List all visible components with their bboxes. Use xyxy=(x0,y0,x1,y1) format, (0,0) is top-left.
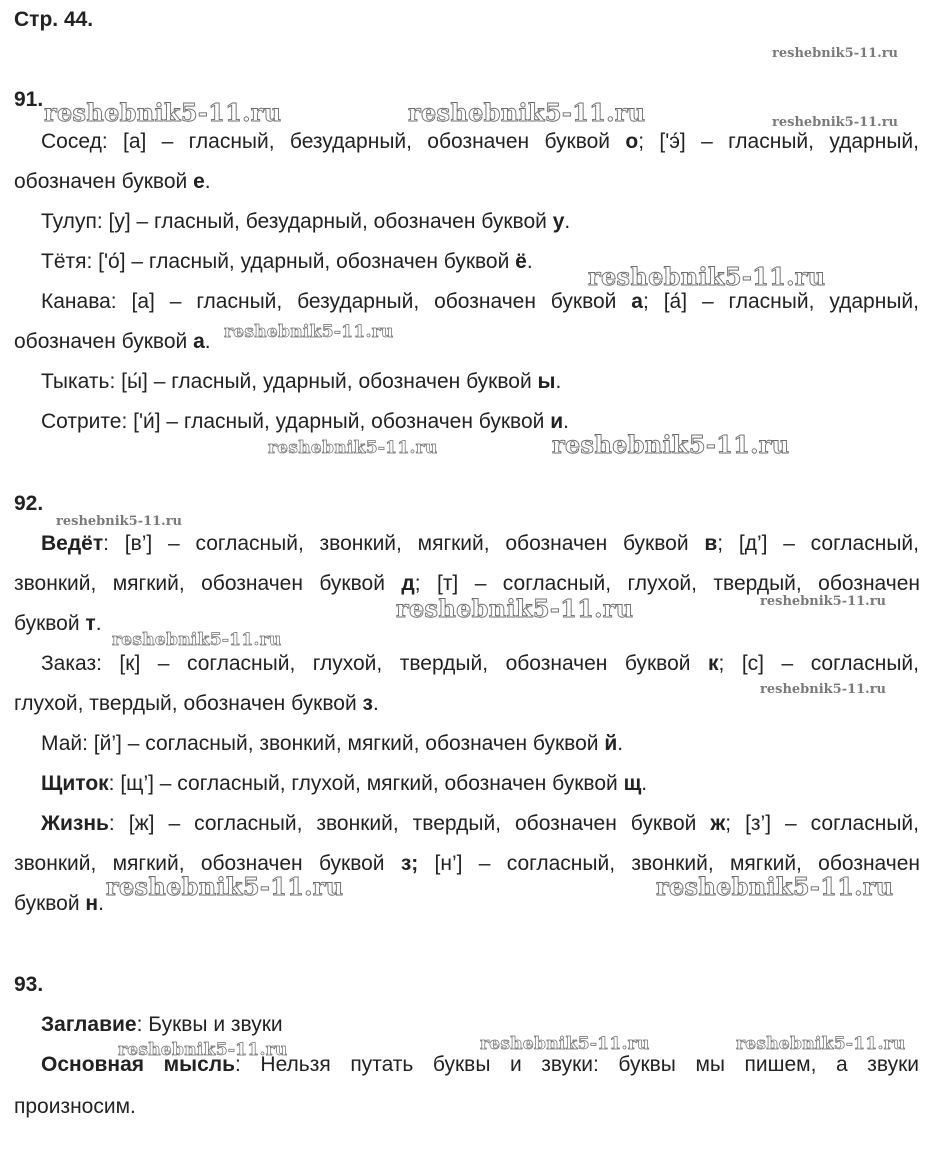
ex93-idea-cont: произносим. xyxy=(14,1095,136,1118)
ex92-line-may: Май: [й’] – согласный, звонкий, мягкий, обозначен буквой й. xyxy=(41,732,624,755)
ex92-line-vedet: Ведёт: [в’] – согласный, звонкий, мягкий, обозначен буквой в; [д’] – согласный, xyxy=(41,532,919,555)
ex93-idea-line: Основная мысль: Нельзя путать буквы и звуки: буквы мы пишем, а звуки xyxy=(41,1053,919,1076)
watermark: reshebnik5-11.ru xyxy=(44,98,282,127)
ex91-line-tetya: Тётя: [ʹо́] – гласный, ударный, обозначен буквой ё. xyxy=(41,250,533,273)
ex91-line-sotrite: Сотрите: [ʹи́] – гласный, ударный, обозначен буквой и. xyxy=(41,410,569,433)
watermark: reshebnik5-11.ru xyxy=(480,1034,650,1054)
ex92-line-zhizn-cont: звонкий, мягкий, обозначен буквой з; [н’] – согласный, звонкий, мягкий, обозначен xyxy=(14,852,920,875)
watermark: reshebnik5-11.ru xyxy=(552,430,790,459)
watermark: reshebnik5-11.ru xyxy=(760,682,887,697)
ex92-line-zhizn-end: буквой н. xyxy=(14,892,104,915)
exercise-92-number: 92. xyxy=(14,492,44,515)
watermark: reshebnik5-11.ru xyxy=(772,115,899,130)
exercise-93-number: 93. xyxy=(14,973,44,996)
ex92-line-zakaz: Заказ: [к] – согласный, глухой, твердый, обозначен буквой к; [с] – согласный, xyxy=(41,652,919,675)
ex91-line-tykat: Тыкать: [ы́] – гласный, ударный, обозначен буквой ы. xyxy=(41,370,562,393)
ex92-line-vedet-end: буквой т. xyxy=(14,612,102,635)
watermark: reshebnik5-11.ru xyxy=(736,1034,906,1054)
watermark: reshebnik5-11.ru xyxy=(224,322,394,342)
ex93-title-line: Заглавие: Буквы и звуки xyxy=(41,1013,283,1036)
watermark: reshebnik5-11.ru xyxy=(56,514,183,529)
watermark: reshebnik5-11.ru xyxy=(396,594,634,623)
ex91-line-sosed-cont: обозначен буквой е. xyxy=(14,170,211,193)
watermark: reshebnik5-11.ru xyxy=(588,262,826,291)
ex92-line-shchitok: Щиток: [щ’] – согласный, глухой, мягкий, обозначен буквой щ. xyxy=(41,772,648,795)
exercise-91-number: 91. xyxy=(14,88,44,111)
ex91-line-sosed: Сосед: [а] – гласный, безударный, обозначен буквой о; [ʹэ́] – гласный, ударный, xyxy=(41,130,919,153)
ex91-line-tulup: Тулуп: [у] – гласный, безударный, обозначен буквой у. xyxy=(41,210,571,233)
ex91-line-kanava: Канава: [а] – гласный, безударный, обозначен буквой а; [а́] – гласный, ударный, xyxy=(41,290,919,313)
ex91-line-kanava-cont: обозначен буквой а. xyxy=(14,330,211,353)
watermark: reshebnik5-11.ru xyxy=(106,872,344,901)
watermark: reshebnik5-11.ru xyxy=(408,98,646,127)
ex92-line-zakaz-cont: глухой, твердый, обозначен буквой з. xyxy=(14,692,379,715)
watermark: reshebnik5-11.ru xyxy=(760,594,887,609)
watermark: reshebnik5-11.ru xyxy=(656,872,894,901)
ex92-line-vedet-cont: звонкий, мягкий, обозначен буквой д; [т] – согласный, глухой, твердый, обозначен xyxy=(14,572,920,595)
ex92-line-zhizn: Жизнь: [ж] – согласный, звонкий, твердый, обозначен буквой ж; [з’] – согласный, xyxy=(41,812,919,835)
page-title: Стр. 44. xyxy=(14,8,94,31)
watermark: reshebnik5-11.ru xyxy=(268,438,438,458)
watermark: reshebnik5-11.ru xyxy=(772,46,899,61)
watermark: reshebnik5-11.ru xyxy=(118,1040,288,1060)
watermark: reshebnik5-11.ru xyxy=(112,630,282,650)
